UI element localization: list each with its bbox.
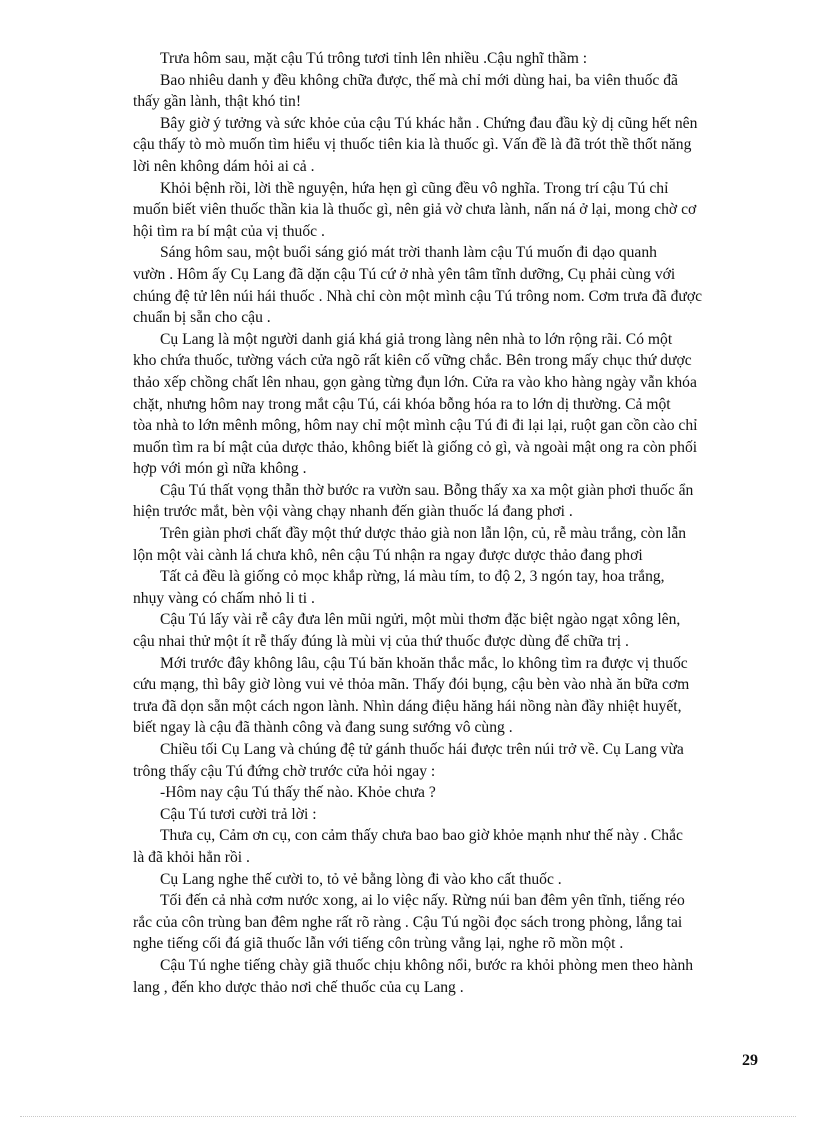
text-line: nhụy vàng có chấm nhỏ li ti .	[133, 589, 315, 607]
text-line: tòa nhà to lớn mênh mông, hôm nay chỉ một mình cậu Tú đi đi lại lại, ruột gan cồn cào chỉ	[133, 417, 698, 435]
body-text	[133, 48, 757, 998]
text-line: Cụ Lang nghe thế cười to, tỏ vẻ bằng lòng đi vào kho cất thuốc .	[160, 870, 562, 888]
text-line: cậu thấy tò mò muốn tìm hiểu vị thuốc tiên kia là thuốc gì. Vấn đề là đã trót thề thốt năng	[133, 136, 692, 154]
text-line: Cậu Tú nghe tiếng chày giã thuốc chịu không nổi, bước ra khỏi phòng men theo hành	[160, 956, 694, 974]
text-line: hội tìm ra bí mật của vị thuốc .	[133, 222, 325, 240]
paragraph	[160, 869, 757, 891]
paragraph	[133, 242, 757, 328]
text-line: trông thấy cậu Tú đứng chờ trước cửa hỏi ngay :	[133, 762, 436, 780]
text-line: trưa đã dọn sẵn một cách ngon lành. Nhìn dáng điệu hăng hái nồng nàn đầy nhiệt huyết,	[133, 697, 682, 715]
paragraph	[133, 329, 757, 480]
text-line: kho chứa thuốc, tường vách cửa ngõ rất kiên cố vững chắc. Bên trong mấy chục thứ dược	[133, 352, 692, 370]
text-line: Cụ Lang là một người danh giá khá giả trong làng nên nhà to lớn rộng rãi. Có một	[160, 330, 673, 348]
text-line: là đã khỏi hẳn rồi .	[133, 848, 250, 866]
text-line: thảo xếp chồng chất lên nhau, gọn gàng từng đụn lớn. Cửa ra vào kho hàng ngày vẫn khóa	[133, 373, 697, 391]
text-line: Chiều tối Cụ Lang và chúng đệ tử gánh thuốc hái được trên núi trở về. Cụ Lang vừa	[160, 741, 684, 758]
text-line: lang , đến kho dược thảo nơi chế thuốc của cụ Lang .	[133, 978, 464, 996]
text-line: cứu mạng, thì bây giờ lòng vui vẻ thỏa mãn. Thấy đói bụng, cậu bèn vào nhà ăn bữa cơm	[133, 676, 690, 694]
text-line: hợp với món gì nữa không .	[133, 460, 307, 478]
text-line: Bao nhiêu danh y đều không chữa được, thế mà chỉ mới dùng hai, ba viên thuốc đã	[160, 71, 678, 89]
text-line: Mới trước đây không lâu, cậu Tú băn khoăn thắc mắc, lo không tìm ra được vị thuốc	[160, 654, 688, 672]
text-line: chúng đệ tử lên núi hái thuốc . Nhà chỉ còn một mình cậu Tú trông nom. Cơm trưa đã được	[133, 287, 703, 305]
text-line: hiện trước mắt, bèn vội vàng chạy nhanh đến giàn thuốc lá đang phơi .	[133, 503, 573, 521]
text-line: nghe tiếng cối đá giã thuốc lẫn với tiếng côn trùng vẳng lại, nghe rõ mồn một .	[133, 935, 624, 953]
paragraph	[133, 178, 757, 243]
text-line: Thưa cụ, Cảm ơn cụ, con cảm thấy chưa bao bao giờ khỏe mạnh như thế này . Chắc	[160, 827, 683, 845]
text-line: Cậu Tú thất vọng thẫn thờ bước ra vườn sau. Bỗng thấy xa xa một giàn phơi thuốc ẩn	[160, 481, 694, 499]
paragraph	[160, 782, 757, 804]
text-line: biết ngay là cậu đã thành công và đang sung sướng vô cùng .	[133, 719, 513, 737]
text-line: thấy gần lành, thật khó tin!	[133, 93, 302, 111]
text-line: chuẩn bị sẵn cho cậu .	[133, 309, 271, 327]
page-number: 29	[742, 1052, 758, 1069]
text-line: Cậu Tú tươi cười trả lời :	[160, 805, 317, 823]
text-line: -Hôm nay cậu Tú thấy thế nào. Khỏe chưa ?	[160, 784, 436, 802]
paragraph	[133, 523, 757, 566]
text-line: Bây giờ ý tưởng và sức khỏe của cậu Tú khác hẳn . Chứng đau đầu kỳ dị cũng hết nên	[160, 114, 698, 132]
text-line: cậu nhai thử một ít rễ thấy đúng là mùi vị của thứ thuốc được dùng để chữa trị .	[133, 633, 629, 651]
paragraph	[133, 739, 757, 782]
paragraph	[160, 804, 757, 826]
text-line: muốn biết viên thuốc thần kia là thuốc gì, nên giả vờ chưa lành, nấn ná ở lại, mong chờ cơ	[133, 201, 697, 219]
paragraph	[133, 609, 757, 652]
text-line: lời nên không dám hỏi ai cả .	[133, 157, 315, 175]
paragraph	[133, 825, 757, 868]
text-line: muốn tìm ra bí mật của dược thảo, không biết là giống cỏ gì, và ngoài mật ong ra còn phối	[133, 438, 698, 456]
paragraph	[133, 890, 757, 955]
paragraph	[133, 113, 757, 178]
text-line: Sáng hôm sau, một buổi sáng gió mát trời thanh làm cậu Tú muốn đi dạo quanh	[160, 244, 657, 262]
text-line: lộn một vài cành lá chưa khô, nên cậu Tú nhận ra ngay được dược thảo đang phơi	[133, 546, 643, 564]
text-line: vườn . Hôm ấy Cụ Lang đã dặn cậu Tú cứ ở nhà yên tâm tĩnh dưỡng, Cụ phải cùng với	[133, 265, 676, 283]
text-line: Tối đến cả nhà cơm nước xong, ai lo việc nấy. Rừng núi ban đêm yên tĩnh, tiếng réo	[160, 892, 685, 910]
paragraph	[133, 480, 757, 523]
text-line: Trưa hôm sau, mặt cậu Tú trông tươi tỉnh lên nhiều .Cậu nghĩ thầm :	[160, 50, 588, 67]
text-line: rắc của côn trùng ban đêm nghe rất rõ ràng . Cậu Tú ngồi đọc sách trong phòng, lắng tai	[133, 913, 683, 931]
paragraph	[133, 70, 757, 113]
paragraph	[160, 48, 757, 70]
text-line: Cậu Tú lấy vài rễ cây đưa lên mũi ngửi, một mùi thơm đặc biệt ngào ngạt xông lên,	[160, 611, 681, 629]
paragraph	[133, 653, 757, 739]
paragraph	[133, 566, 757, 609]
text-line: chặt, nhưng hôm nay trong mắt cậu Tú, cái khóa bỗng hóa ra to lớn dị thường. Cả một	[133, 395, 671, 413]
text-line: Tất cả đều là giống cỏ mọc khắp rừng, lá màu tím, to độ 2, 3 ngón tay, hoa trắng,	[160, 568, 665, 586]
page-bottom-border	[20, 1116, 796, 1117]
text-line: Khỏi bệnh rồi, lời thề nguyện, hứa hẹn gì cũng đều vô nghĩa. Trong trí cậu Tú chỉ	[160, 179, 669, 197]
paragraph	[133, 955, 757, 998]
text-line: Trên giàn phơi chất đầy một thứ dược thảo già non lẫn lộn, củ, rễ màu trắng, còn lẫn	[160, 525, 687, 543]
